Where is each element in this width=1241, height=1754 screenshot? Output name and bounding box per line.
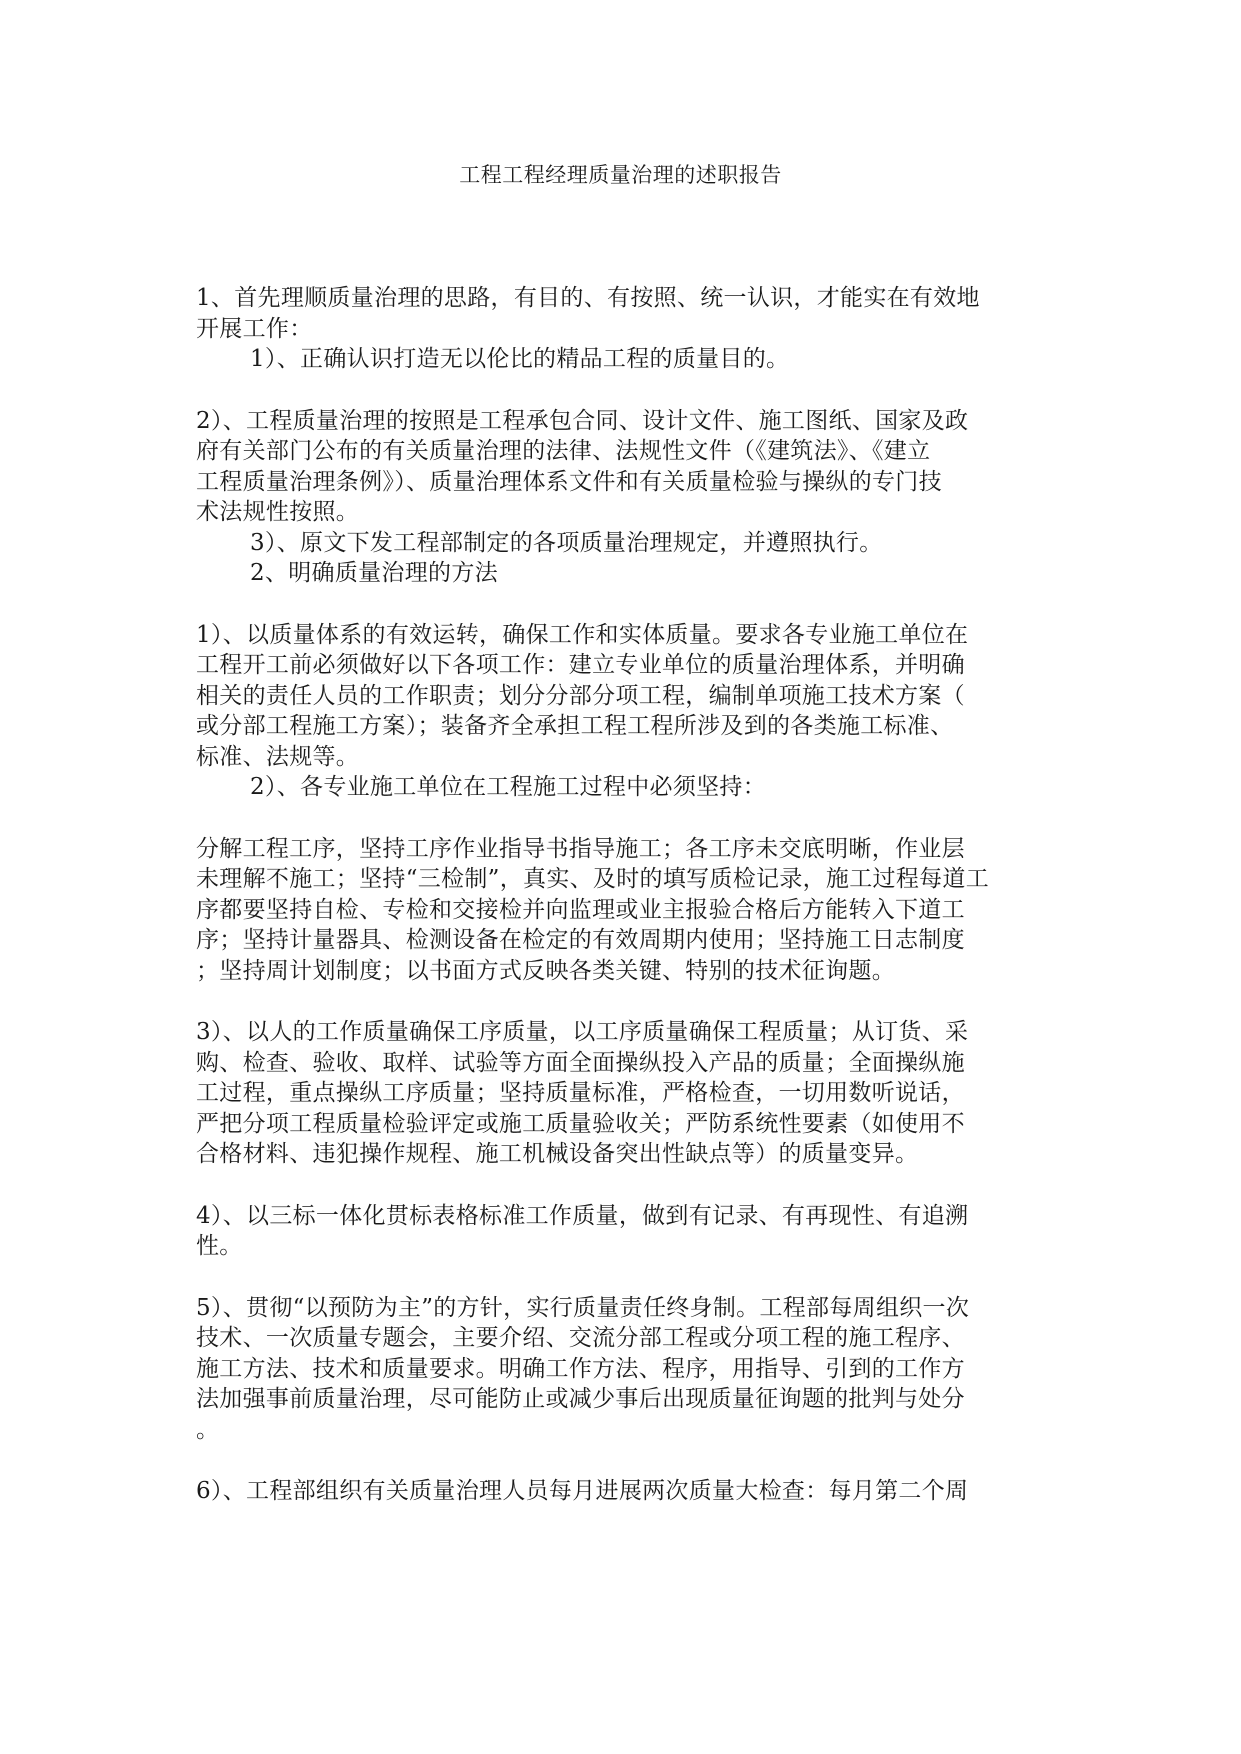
document-body — [196, 283, 1048, 1507]
text-line: 技术、一次质量专题会，主要介绍、交流分部工程或分项工程的施工程序、 — [196, 1325, 965, 1351]
text-line: 府有关部门公布的有关质量治理的法律、法规性文件（《建筑法》、《建立 — [196, 438, 931, 464]
text-line: 严把分项工程质量检验评定或施工质量验收关；严防系统性要素（如使用不 — [196, 1110, 965, 1137]
text-line: 未理解不施工；坚持“三检制”，真实、及时的填写质检记录，施工过程每道工 — [196, 866, 990, 892]
paragraph — [196, 620, 1048, 773]
text-line: 1、首先理顺质量治理的思路，有目的、有按照、统一认识，才能实在有效地 — [196, 285, 980, 311]
paragraph — [196, 834, 1048, 987]
paragraph — [196, 1293, 1048, 1446]
text-line: 。 — [196, 1416, 220, 1443]
text-line: 1）、正确认识打造无以伦比的精品工程的质量目的。 — [250, 346, 790, 372]
paragraph — [196, 558, 1048, 589]
paragraph — [196, 772, 1048, 803]
text-line: 性。 — [196, 1233, 243, 1259]
paragraph — [196, 406, 1048, 528]
text-line: 1）、以质量体系的有效运转，确保工作和实体质量。要求各专业施工单位在 — [196, 621, 969, 648]
text-line: 施工方法、技术和质量要求。明确工作方法、程序，用指导、引到的工作方 — [196, 1355, 965, 1382]
text-line: 标准、法规等。 — [196, 743, 360, 770]
text-line: ；坚持周计划制度；以书面方式反映各类关键、特别的技术征询题。 — [196, 957, 895, 984]
text-line: 2）、工程质量治理的按照是工程承包合同、设计文件、施工图纸、国家及政 — [196, 407, 969, 434]
text-line: 2、明确质量治理的方法 — [250, 560, 498, 586]
paragraph — [196, 283, 1048, 344]
text-line: 工程质量治理条例》）、质量治理体系文件和有关质量检验与操纵的专门技 — [196, 468, 942, 495]
text-line: 合格材料、违犯操作规程、施工机械设备突出性缺点等）的质量变异。 — [196, 1141, 919, 1167]
text-line: 5）、贯彻“以预防为主”的方针，实行质量责任终身制。工程部每周组织一次 — [196, 1294, 970, 1321]
text-line: 3）、以人的工作质量确保工序质量，以工序质量确保工程质量；从订货、采 — [196, 1019, 969, 1045]
text-line: 购、检查、验收、取样、试验等方面全面操纵投入产品的质量；全面操纵施 — [196, 1049, 965, 1076]
text-line: 术法规性按照。 — [196, 499, 360, 525]
text-line: 开展工作： — [196, 315, 313, 342]
text-line: 3）、原文下发工程部制定的各项质量治理规定，并遵照执行。 — [250, 529, 883, 556]
text-line: 工过程，重点操纵工序质量；坚持质量标准，严格检查，一切用数听说话， — [196, 1080, 965, 1106]
paragraph — [196, 528, 1048, 559]
text-line: 2）、各专业施工单位在工程施工过程中必须坚持： — [250, 774, 767, 800]
paragraph — [196, 344, 1048, 375]
document-title: 工程工程经理质量治理的述职报告 — [459, 163, 782, 187]
text-line: 或分部工程施工方案）；装备齐全承担工程工程所涉及到的各类施工标准、 — [196, 713, 954, 739]
text-line: 法加强事前质量治理，尽可能防止或减少事后出现质量征询题的批判与处分 — [196, 1386, 965, 1412]
paragraph — [196, 1201, 1048, 1262]
text-line: 相关的责任人员的工作职责；划分分部分项工程，编制单项施工技术方案（ — [196, 682, 965, 709]
text-line: 序；坚持计量器具、检测设备在检定的有效周期内使用；坚持施工日志制度 — [196, 927, 965, 953]
text-line: 4）、以三标一体化贯标表格标准工作质量，做到有记录、有再现性、有追溯 — [196, 1202, 969, 1229]
paragraph — [196, 1017, 1048, 1170]
text-line: 序都要坚持自检、专检和交接检并向监理或业主报验合格后方能转入下道工 — [196, 896, 965, 923]
text-line: 工程开工前必须做好以下各项工作：建立专业单位的质量治理体系，并明确 — [196, 652, 965, 678]
text-line: 6）、工程部组织有关质量治理人员每月进展两次质量大检查：每月第二个周 — [196, 1478, 969, 1504]
paragraph — [196, 1476, 1048, 1507]
text-line: 分解工程工序，坚持工序作业指导书指导施工；各工序未交底明晰，作业层 — [196, 835, 965, 862]
